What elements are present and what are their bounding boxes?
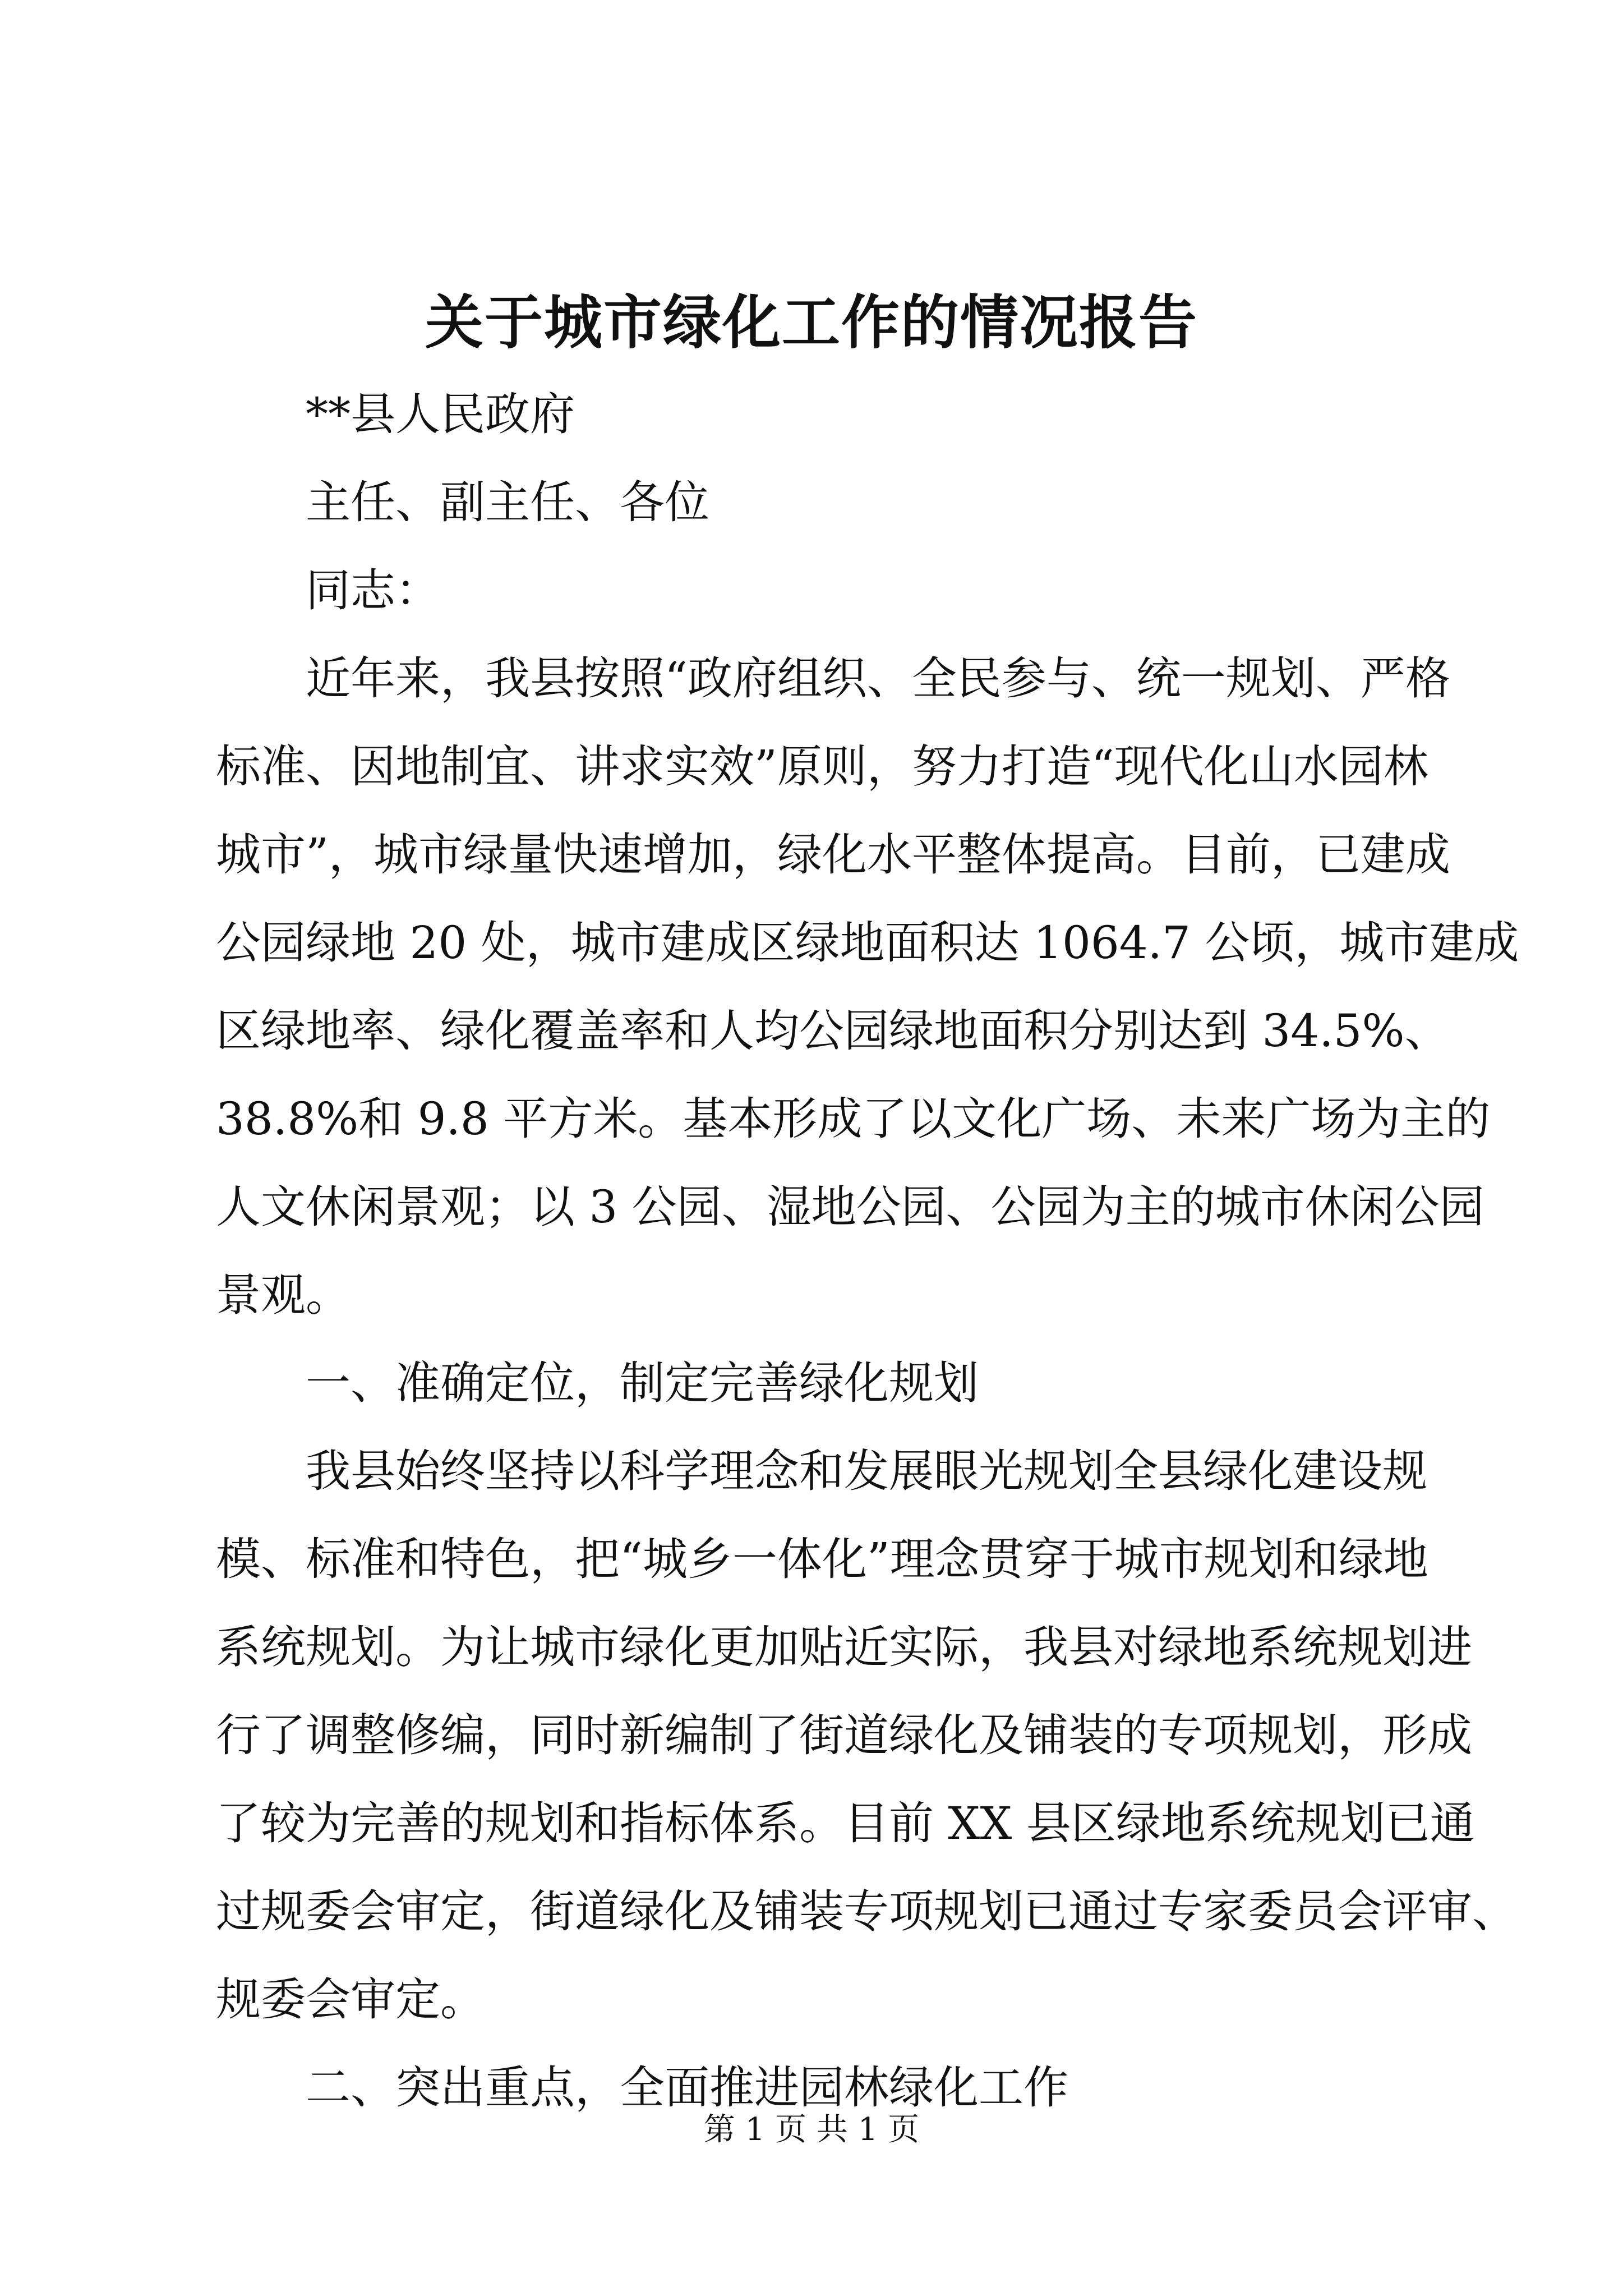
text-line: 行了调整修编，同时新编制了街道绿化及铺装的专项规划，形成 xyxy=(216,1709,1472,1761)
text-line: 一、准确定位，制定完善绿化规划 xyxy=(306,1357,979,1409)
text-line: 景观。 xyxy=(216,1269,351,1321)
text-line: 模、标准和特色，把“城乡一体化”理念贯穿于城市规划和绿地 xyxy=(216,1533,1428,1585)
text-line: 区绿地率、绿化覆盖率和人均公园绿地面积分别达到 34.5%、 xyxy=(216,1005,1450,1057)
text-line: 近年来，我县按照“政府组织、全民参与、统一规划、严格 xyxy=(306,652,1450,705)
text-line: 了较为完善的规划和指标体系。目前 XX 县区绿地系统规划已通 xyxy=(216,1797,1475,1849)
text-line: 人文休闲景观；以 3 公园、湿地公园、公园为主的城市休闲公园 xyxy=(216,1181,1484,1233)
document-body xyxy=(216,370,1519,2132)
text-line: 同志： xyxy=(306,564,440,616)
text-line: 过规委会审定，街道绿化及铺装专项规划已通过专家委员会评审、 xyxy=(216,1885,1517,1938)
text-line: 二、突出重点，全面推进园林绿化工作 xyxy=(306,2062,1068,2114)
text-line: 规委会审定。 xyxy=(216,1973,485,2026)
text-line: **县人民政府 xyxy=(306,388,575,440)
text-line: 标准、因地制宜、讲求实效”原则，努力打造“现代化山水园林 xyxy=(216,740,1428,793)
text-line: 38.8%和 9.8 平方米。基本形成了以文化广场、未来广场为主的 xyxy=(216,1093,1491,1145)
text-line: 主任、副主任、各位 xyxy=(306,476,709,528)
text-line: 公园绿地 20 处，城市建成区绿地面积达 1064.7 公顷，城市建成 xyxy=(216,917,1519,969)
text-line: 系统规划。为让城市绿化更加贴近实际，我县对绿地系统规划进 xyxy=(216,1621,1472,1673)
document-title: 关于城市绿化工作的情况报告 xyxy=(425,288,1198,357)
text-line: 我县始终坚持以科学理念和发展眼光规划全县绿化建设规 xyxy=(306,1445,1427,1497)
text-line: 城市”，城市绿量快速增加，绿化水平整体提高。目前，已建成 xyxy=(216,829,1450,881)
page-footer: 第 1 页 共 1 页 xyxy=(703,2111,920,2148)
